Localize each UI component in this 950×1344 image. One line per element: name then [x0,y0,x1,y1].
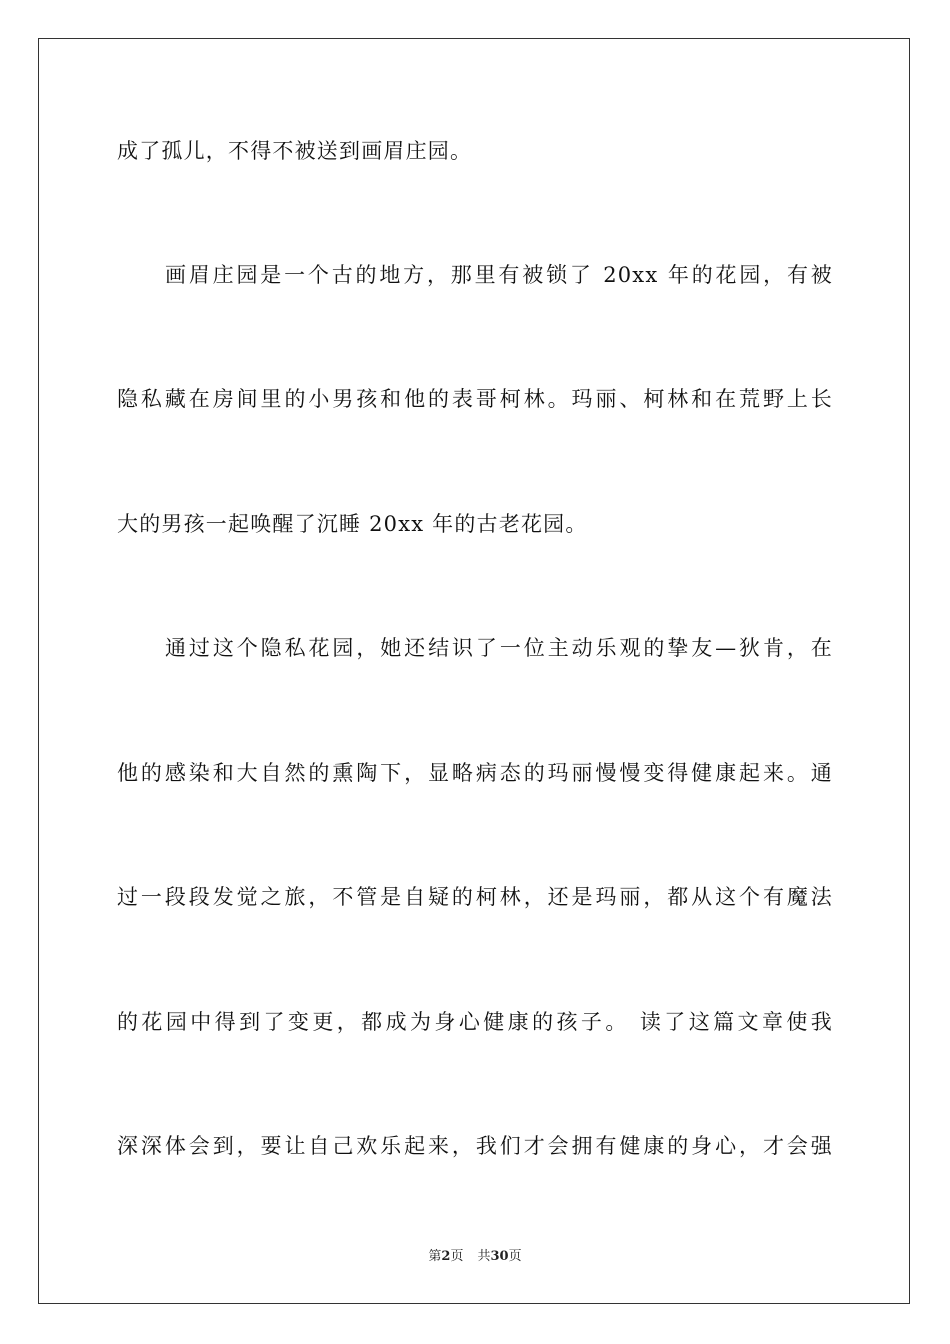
text-line-9: 深深体会到，要让自己欢乐起来，我们才会拥有健康的身心，才会强 [117,1134,833,1158]
page-suffix: 页 [450,1249,464,1264]
text-line-1: 成了孤儿，不得不被送到画眉庄园。 [117,139,473,163]
text-line-7: 过一段段发觉之旅，不管是自疑的柯林，还是玛丽，都从这个有魔法 [117,885,833,909]
page-border [38,38,910,1304]
page-prefix: 第 [428,1249,442,1264]
total-suffix: 页 [508,1249,522,1264]
text-line-5: 通过这个隐私花园，她还结识了一位主动乐观的挚友—狄肯，在 [165,636,833,660]
text-line-8: 的花园中得到了变更，都成为身心健康的孩子。 读了这篇文章使我 [117,1010,833,1034]
text-line-4: 大的男孩一起唤醒了沉睡 20xx 年的古老花园。 [117,512,588,536]
text-line-6: 他的感染和大自然的熏陶下，显略病态的玛丽慢慢变得健康起来。通 [117,761,833,785]
total-prefix: 共 [477,1249,491,1264]
text-line-2: 画眉庄园是一个古的地方，那里有被锁了 20xx 年的花园，有被 [165,263,833,287]
page-footer [0,1248,950,1266]
page-number: 2 [441,1249,451,1264]
text-line-3: 隐私藏在房间里的小男孩和他的表哥柯林。玛丽、柯林和在荒野上长 [117,387,833,411]
total-pages: 30 [490,1249,509,1264]
